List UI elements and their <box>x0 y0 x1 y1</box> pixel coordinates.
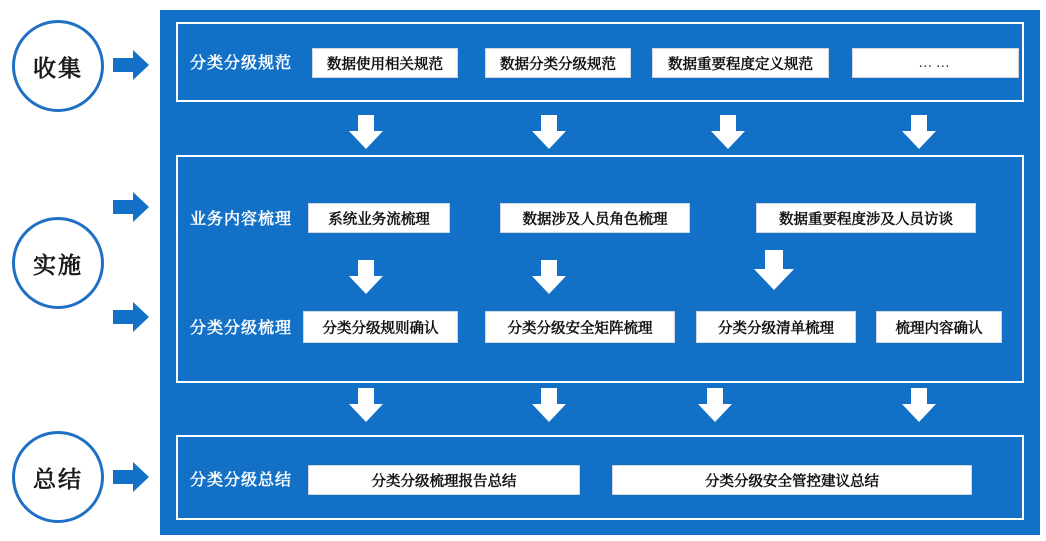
band-implementation <box>176 155 1024 383</box>
stage-label-summary: 总结 <box>33 465 83 492</box>
chip-security-matrix-combing[interactable]: 分类分级安全矩阵梳理 <box>485 311 675 343</box>
arrow-down-impl-1-icon <box>349 260 383 294</box>
arrow-down-summary-3-icon <box>698 388 732 422</box>
chip-system-business-flow[interactable]: 系统业务流梳理 <box>308 203 450 233</box>
chip-rule-confirmation[interactable]: 分类分级规则确认 <box>303 311 458 343</box>
arrow-down-summary-4-icon <box>902 388 936 422</box>
row-classification-spec <box>190 50 292 73</box>
stage-circle-summary <box>12 431 104 523</box>
chip-classification-list-combing[interactable]: 分类分级清单梳理 <box>696 311 856 343</box>
arrow-down-spec-2-icon <box>532 115 566 149</box>
arrow-down-summary-1-icon <box>349 388 383 422</box>
chip-data-importance-interviews[interactable]: 数据重要程度涉及人员访谈 <box>756 203 976 233</box>
chip-combing-report-summary[interactable]: 分类分级梳理报告总结 <box>308 465 580 495</box>
row-label-classification-combing: 分类分级梳理 <box>190 320 293 337</box>
chip-security-control-advice-summary[interactable]: 分类分级安全管控建议总结 <box>612 465 972 495</box>
arrow-right-implement-top-icon <box>113 190 149 224</box>
row-label-classification-spec: 分类分级规范 <box>190 55 293 72</box>
process-panel <box>160 10 1040 535</box>
chip-more-ellipsis[interactable]: …… <box>852 48 1019 78</box>
chip-data-classification-spec[interactable]: 数据分类分级规范 <box>485 48 631 78</box>
row-classification-combing <box>190 315 292 338</box>
stage-label-implement: 实施 <box>33 251 83 278</box>
stage-circle-implement <box>12 217 104 309</box>
stage-circle-collect <box>12 20 104 112</box>
arrow-down-impl-2-icon <box>532 260 566 294</box>
arrow-down-summary-2-icon <box>532 388 566 422</box>
arrow-right-summary-icon <box>113 460 149 494</box>
chip-data-personnel-roles[interactable]: 数据涉及人员角色梳理 <box>500 203 690 233</box>
arrow-down-spec-1-icon <box>349 115 383 149</box>
arrow-right-implement-bottom-icon <box>113 300 149 334</box>
arrow-down-spec-4-icon <box>902 115 936 149</box>
row-label-classification-summary: 分类分级总结 <box>190 472 293 489</box>
chip-data-usage-spec[interactable]: 数据使用相关规范 <box>312 48 458 78</box>
row-business-content <box>190 206 292 229</box>
arrow-down-impl-3-icon <box>754 250 794 290</box>
chip-data-importance-definition-spec[interactable]: 数据重要程度定义规范 <box>652 48 829 78</box>
chip-combing-content-confirmation[interactable]: 梳理内容确认 <box>876 311 1002 343</box>
arrow-down-spec-3-icon <box>711 115 745 149</box>
row-classification-summary <box>190 467 292 490</box>
row-label-business-content: 业务内容梳理 <box>190 211 293 228</box>
arrow-right-collect-icon <box>113 48 149 82</box>
stage-label-collect: 收集 <box>33 54 83 81</box>
